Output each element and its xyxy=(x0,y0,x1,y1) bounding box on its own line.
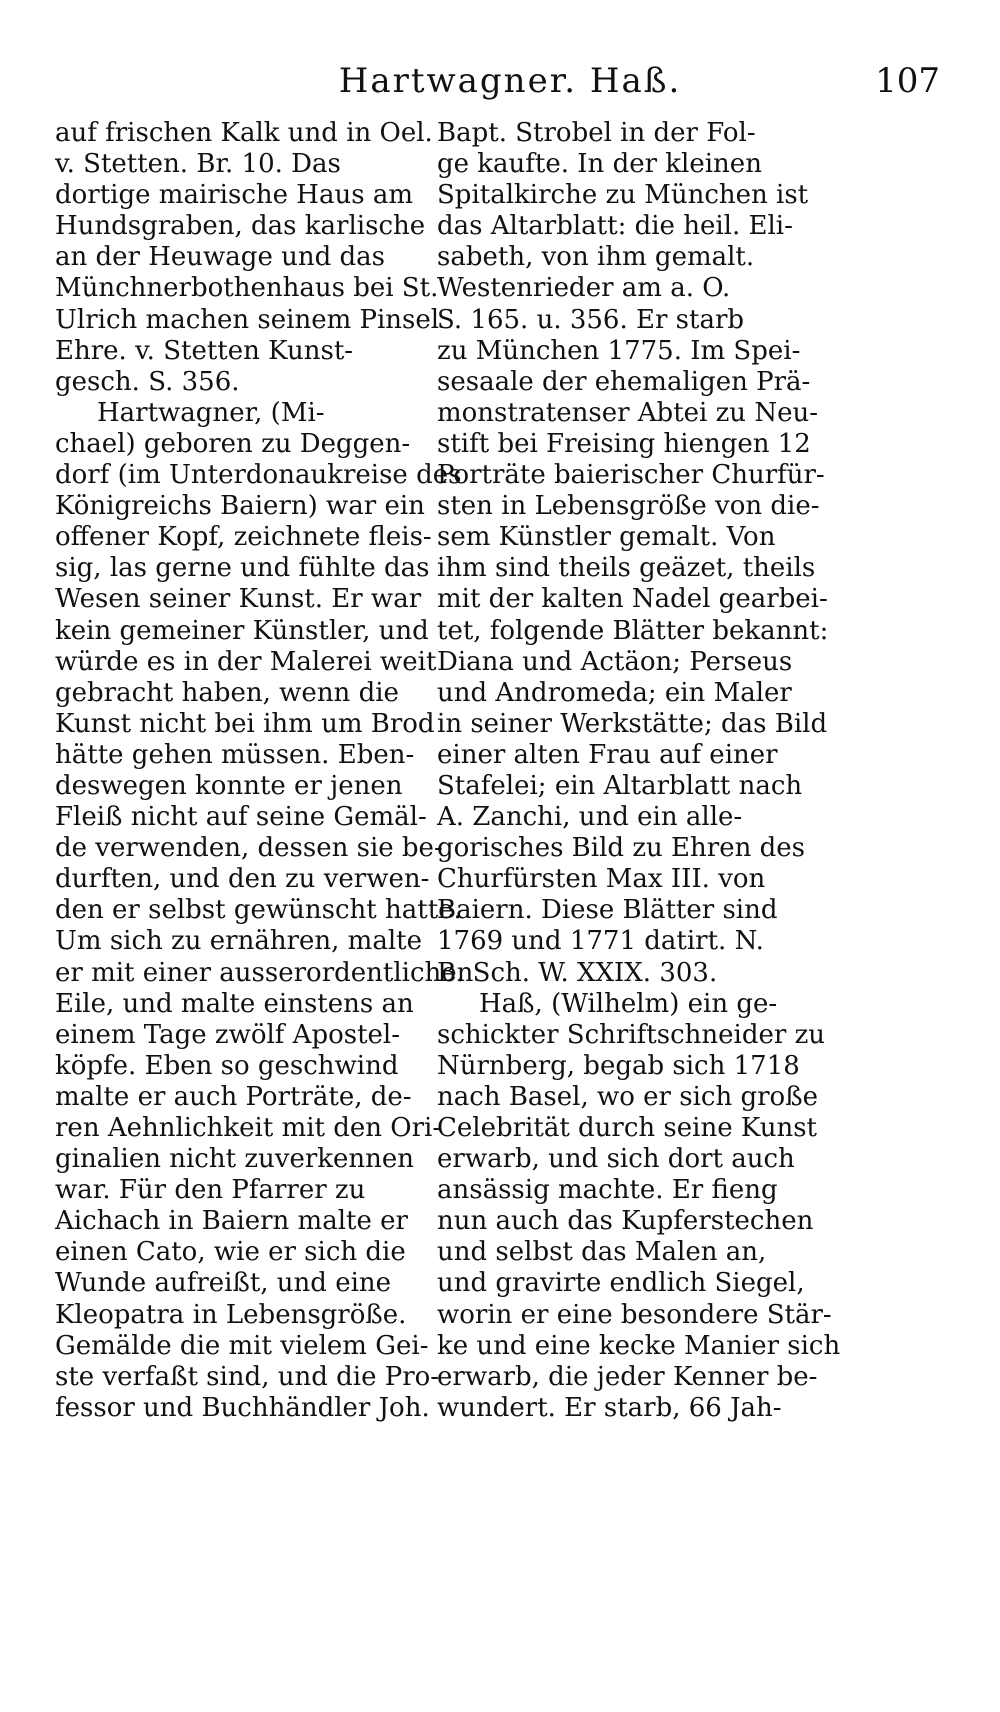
text-line: B. Sch. W. XXIX. 303. xyxy=(437,957,718,988)
text-line: Wesen seiner Kunst. Er war xyxy=(55,584,422,615)
text-line: Churfürsten Max III. von xyxy=(437,864,766,895)
text-line: ginalien nicht zuverkennen xyxy=(55,1144,415,1175)
text-line: und Andromeda; ein Maler xyxy=(437,677,792,708)
text-line: Nürnberg, begab sich 1718 xyxy=(437,1050,800,1081)
text-line: in seiner Werkstätte; das Bild xyxy=(437,708,828,739)
text-line: erwarb, die jeder Kenner be- xyxy=(437,1361,818,1392)
left-text-column xyxy=(55,118,474,1424)
text-line: ihm sind theils geäzet, theils xyxy=(437,553,816,584)
entry-start-line: Haß, (Wilhelm) ein ge- xyxy=(479,988,778,1019)
text-line: sesaale der ehemaligen Prä- xyxy=(437,366,811,397)
text-line: erwarb, und sich dort auch xyxy=(437,1144,795,1175)
text-line: ren Aehnlichkeit mit den Ori- xyxy=(55,1113,442,1143)
page-number: 107 xyxy=(875,61,940,101)
text-line: Kunst nicht bei ihm um Brod xyxy=(55,708,435,739)
text-line: gorisches Bild zu Ehren des xyxy=(437,833,805,864)
text-line: Um sich zu ernähren, malte xyxy=(55,926,422,957)
text-line: monstratenser Abtei zu Neu- xyxy=(437,397,818,428)
text-line: offener Kopf, zeichnete fleis- xyxy=(55,522,432,553)
text-line: dortige mairische Haus am xyxy=(55,180,413,211)
text-line: ansässig machte. Er fieng xyxy=(437,1175,778,1206)
entry-start-line: Hartwagner, (Mi- xyxy=(97,397,325,428)
text-line: stift bei Freising hiengen 12 xyxy=(437,428,811,459)
text-line: Aichach in Baiern malte er xyxy=(55,1206,408,1237)
text-line: Stafelei; ein Altarblatt nach xyxy=(437,770,803,801)
text-line: sten in Lebensgröße von die- xyxy=(437,491,820,522)
text-line: schickter Schriftschneider zu xyxy=(437,1019,826,1050)
page-header xyxy=(60,58,940,108)
text-line: worin er eine besondere Stär- xyxy=(437,1299,832,1330)
text-line: den er selbst gewünscht hatte. xyxy=(55,895,462,926)
text-line: sem Künstler gemalt. Von xyxy=(437,522,776,553)
text-line: Fleiß nicht auf seine Gemäl- xyxy=(55,802,427,833)
text-line: Porträte baierischer Churfür- xyxy=(437,460,825,491)
text-line: Ulrich machen seinem Pinsel xyxy=(55,304,440,335)
text-line: Bapt. Strobel in der Fol- xyxy=(437,118,756,148)
text-line: nach Basel, wo er sich große xyxy=(437,1081,818,1112)
text-line: 1769 und 1771 datirt. N. xyxy=(437,926,764,957)
text-line: sig, las gerne und fühlte das xyxy=(55,553,430,584)
text-line: auf frischen Kalk und in Oel. xyxy=(55,118,433,148)
text-line: zu München 1775. Im Spei- xyxy=(437,335,801,366)
text-line: Kleopatra in Lebensgröße. xyxy=(55,1299,407,1330)
text-line: Westenrieder am a. O. xyxy=(437,273,731,304)
text-line: S. 165. u. 356. Er starb xyxy=(437,304,745,335)
text-line: Königreichs Baiern) war ein xyxy=(55,491,425,522)
text-line: Spitalkirche zu München ist xyxy=(437,180,809,211)
text-line: und selbst das Malen an, xyxy=(437,1237,767,1268)
text-line: einen Cato, wie er sich die xyxy=(55,1237,406,1268)
text-line: Baiern. Diese Blätter sind xyxy=(437,895,778,926)
text-line: de verwenden, dessen sie be- xyxy=(55,833,443,864)
text-line: Hundsgraben, das karlische xyxy=(55,211,426,242)
text-line: dorf (im Unterdonaukreise des xyxy=(55,460,462,491)
text-line: deswegen konnte er jenen xyxy=(55,770,403,801)
text-line: durften, und den zu verwen- xyxy=(55,864,430,895)
text-line: köpfe. Eben so geschwind xyxy=(55,1050,399,1081)
text-line: war. Für den Pfarrer zu xyxy=(55,1175,366,1206)
text-line: ge kaufte. In der kleinen xyxy=(437,149,762,180)
text-line: nun auch das Kupferstechen xyxy=(437,1206,814,1237)
text-line: chael) geboren zu Deggen- xyxy=(55,428,411,459)
text-line: sabeth, von ihm gemalt. xyxy=(437,242,755,273)
text-line: malte er auch Porträte, de- xyxy=(55,1081,412,1112)
text-line: mit der kalten Nadel gearbei- xyxy=(437,584,828,615)
text-line: an der Heuwage und das xyxy=(55,242,385,273)
text-line: einem Tage zwölf Apostel- xyxy=(55,1019,401,1050)
text-line: ke und eine kecke Manier sich xyxy=(437,1330,841,1361)
text-line: das Altarblatt: die heil. Eli- xyxy=(437,211,793,242)
text-line: hätte gehen müssen. Eben- xyxy=(55,739,415,770)
text-line: gesch. S. 356. xyxy=(55,366,240,397)
text-line: ste verfaßt sind, und die Pro- xyxy=(55,1361,440,1392)
text-line: und gravirte endlich Siegel, xyxy=(437,1268,805,1299)
right-text-column xyxy=(437,118,841,1424)
text-line: er mit einer ausserordentlichen xyxy=(55,957,474,988)
text-line: tet, folgende Blätter bekannt: xyxy=(437,615,829,646)
text-line: Wunde aufreißt, und eine xyxy=(55,1268,392,1299)
text-line: Celebrität durch seine Kunst xyxy=(437,1113,817,1143)
text-line: Münchnerbothenhaus bei St. xyxy=(55,273,439,304)
running-head: Hartwagner. Haß. xyxy=(338,61,682,101)
text-line: fessor und Buchhändler Joh. xyxy=(55,1392,430,1423)
text-line: A. Zanchi, und ein alle- xyxy=(437,802,743,833)
text-line: gebracht haben, wenn die xyxy=(55,677,399,708)
text-line: Diana und Actäon; Perseus xyxy=(437,646,793,677)
text-line: v. Stetten. Br. 10. Das xyxy=(55,149,341,180)
text-line: kein gemeiner Künstler, und xyxy=(55,615,429,646)
text-line: würde es in der Malerei weit xyxy=(55,646,437,677)
text-line: Ehre. v. Stetten Kunst- xyxy=(55,335,354,366)
text-line: wundert. Er starb, 66 Jah- xyxy=(437,1392,782,1423)
text-line: Gemälde die mit vielem Gei- xyxy=(55,1330,429,1361)
text-line: einer alten Frau auf einer xyxy=(437,739,778,770)
text-line: Eile, und malte einstens an xyxy=(55,988,414,1019)
